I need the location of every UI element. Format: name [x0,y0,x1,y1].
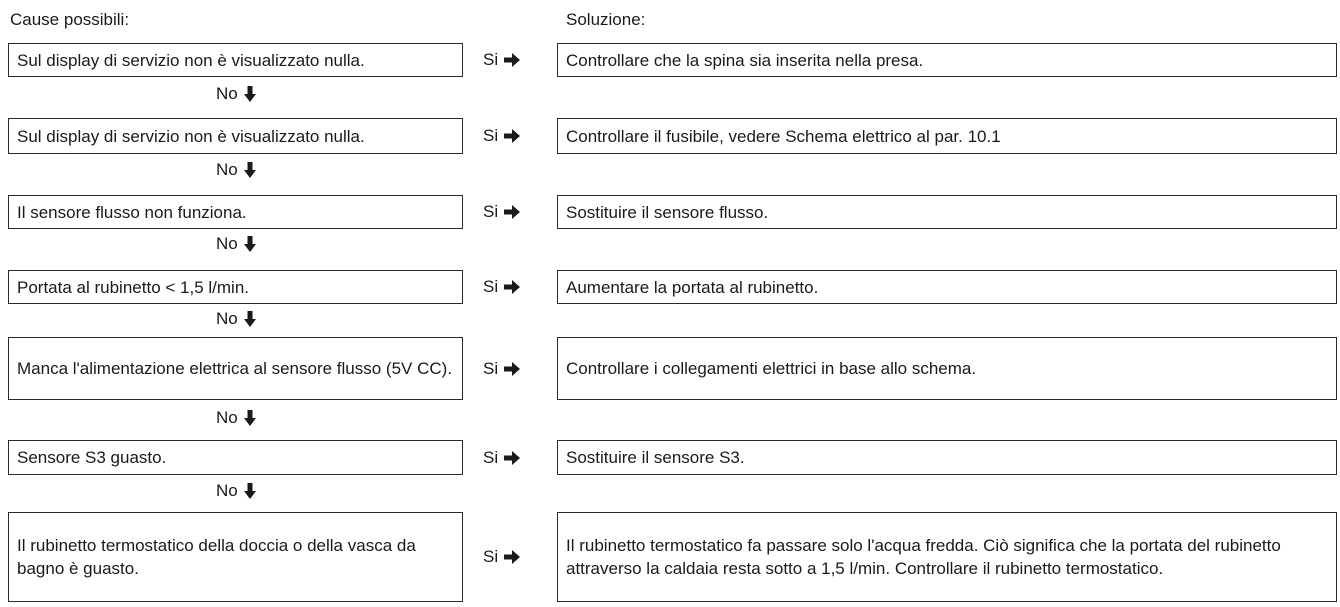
down-arrow-icon [244,86,256,102]
no-label: No [216,234,238,253]
solution-text: Controllare il fusibile, vedere Schema elettrico al par. 10.1 [566,126,1001,146]
yes-connector [483,270,543,304]
cause-text: Sul display di servizio non è visualizzato nulla. [17,126,365,146]
no-label: No [216,408,238,427]
cause-text: Portata al rubinetto < 1,5 l/min. [17,277,249,297]
no-connector [216,309,256,329]
solution-text: Il rubinetto termostatico fa passare solo l'acqua fredda. Ciò significa che la portata del rubinetto attraverso la caldaia resta sotto a 1,5 l/min. Controllare il rubinetto termostatico. [566,536,1281,578]
cause-text: Sul display di servizio non è visualizzato nulla. [17,50,365,70]
right-arrow-icon [504,205,520,219]
down-arrow-icon [244,410,256,426]
solution-box [557,195,1337,229]
yes-label: Si [483,358,499,378]
causes-header: Cause possibili: [10,10,130,29]
yes-label: Si [483,447,499,467]
down-arrow-icon [244,311,256,327]
solution-text: Controllare che la spina sia inserita nella presa. [566,50,924,70]
no-label: No [216,481,238,500]
no-connector [216,84,256,104]
solution-text: Sostituire il sensore S3. [566,448,745,467]
solution-box [557,440,1337,475]
right-arrow-icon [504,280,520,294]
solution-box [557,43,1337,77]
cause-box [8,270,463,304]
solution-box [557,512,1337,602]
cause-box [8,195,463,229]
no-connector [216,408,256,428]
yes-connector [483,337,543,400]
solution-header: Soluzione: [566,10,646,29]
yes-connector [483,440,543,475]
no-label: No [216,160,238,179]
no-connector [216,481,256,501]
cause-box [8,440,463,475]
down-arrow-icon [244,483,256,499]
right-arrow-icon [504,53,520,67]
down-arrow-icon [244,162,256,178]
solution-box [557,118,1337,154]
cause-box [8,337,463,400]
yes-label: Si [483,126,499,145]
solution-text: Aumentare la portata al rubinetto. [566,277,819,297]
solution-box [557,337,1337,400]
cause-box [8,43,463,77]
yes-label: Si [483,202,499,221]
right-arrow-icon [504,550,520,564]
no-label: No [216,309,238,328]
no-connector [216,234,256,254]
no-label: No [216,84,238,103]
cause-text: Manca l'alimentazione elettrica al sensore flusso (5V CC). [17,359,453,378]
solution-text: Sostituire il sensore flusso. [566,202,769,222]
yes-label: Si [483,277,499,296]
down-arrow-icon [244,236,256,252]
yes-connector [483,118,543,154]
yes-connector [483,512,543,602]
yes-label: Si [483,547,499,566]
cause-text: Il sensore flusso non funziona. [17,202,247,222]
cause-text: Il rubinetto termostatico della doccia o della vasca da bagno è guasto. [17,536,416,578]
yes-connector [483,195,543,229]
cause-box [8,118,463,154]
solution-box [557,270,1337,304]
no-connector [216,160,256,180]
yes-connector [483,43,543,77]
cause-box [8,512,463,602]
right-arrow-icon [504,362,520,376]
right-arrow-icon [504,129,520,143]
yes-label: Si [483,50,499,69]
right-arrow-icon [504,451,520,465]
solution-text: Controllare i collegamenti elettrici in base allo schema. [566,359,977,378]
cause-text: Sensore S3 guasto. [17,448,167,467]
